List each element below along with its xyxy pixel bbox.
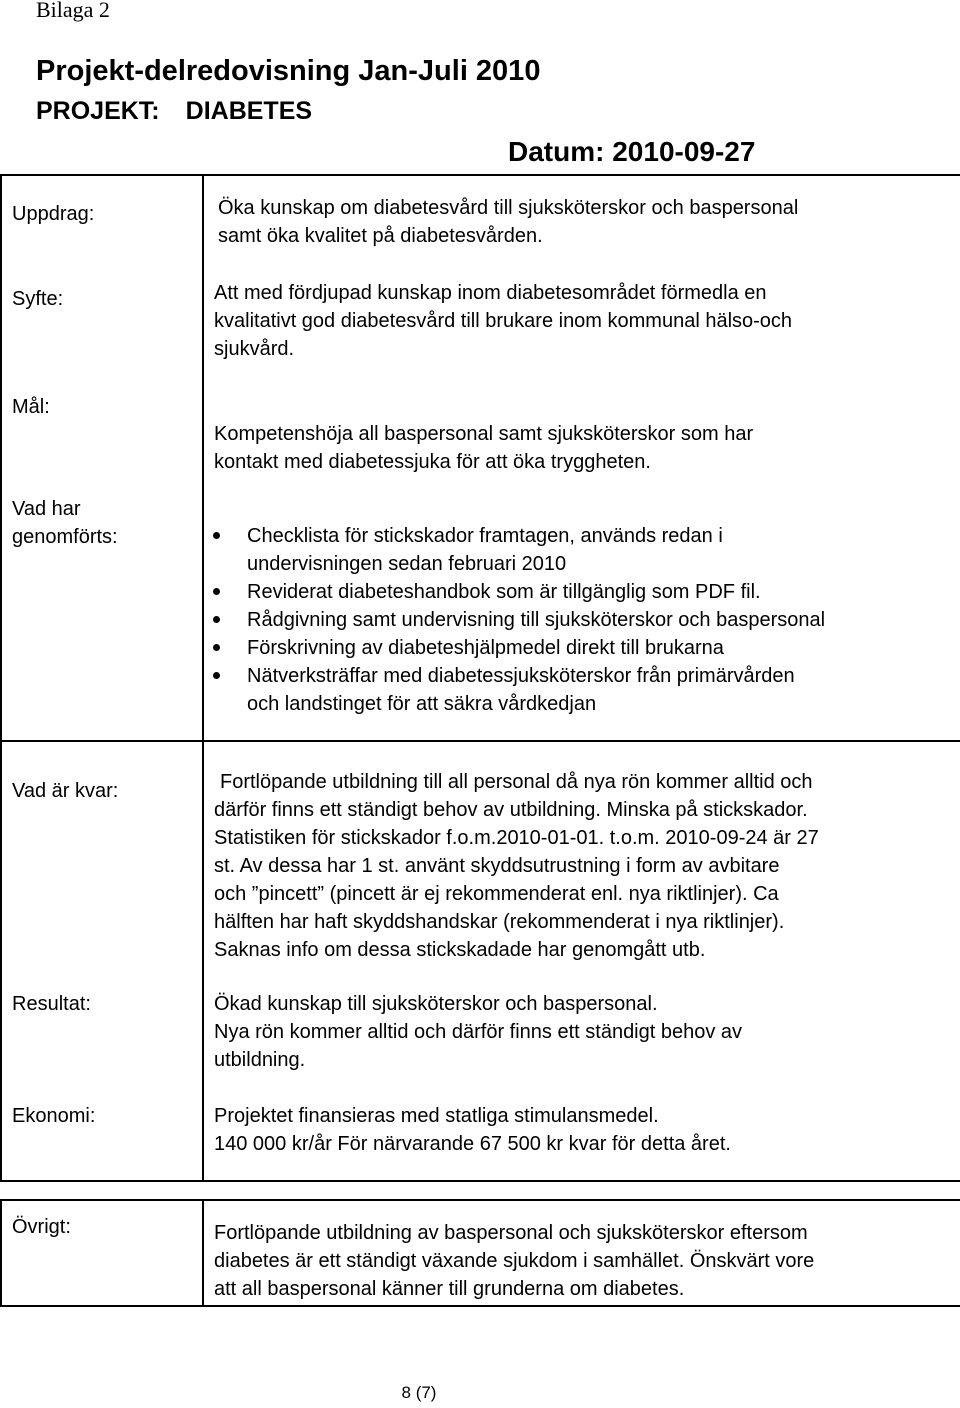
kvar-line: Statistiken för stickskador f.o.m.2010-01-01. t.o.m. 2010-09-24 är 27 xyxy=(214,827,819,849)
bullet-icon xyxy=(213,532,220,539)
ovrigt-line: diabetes är ett ständigt växande sjukdom i samhället. Önskvärt vore xyxy=(214,1250,815,1272)
syfte-line: Att med fördjupad kunskap inom diabetesområdet förmedla en xyxy=(214,282,767,304)
bullet-icon xyxy=(213,588,220,595)
appendix-label: Bilaga 2 xyxy=(36,0,110,22)
list-item: Nätverksträffar med diabetessjuksköterskor från primärvården och landstinget för att säkra vårdkedjan xyxy=(213,662,953,718)
ovrigt-line: att all baspersonal känner till grunderna om diabetes. xyxy=(214,1278,685,1300)
ekonomi-line: 140 000 kr/år För närvarande 67 500 kr kvar för detta året. xyxy=(214,1133,731,1155)
resultat-text xyxy=(214,990,742,1074)
syfte-line: kvalitativt god diabetesvård till brukare inom kommunal hälso-och xyxy=(214,310,793,332)
kvar-line: st. Av dessa har 1 st. använt skyddsutrustning i form av avbitare xyxy=(214,855,780,877)
kvar-line: hälften har haft skyddshandskar (rekommenderat i nya riktlinjer). xyxy=(214,911,785,933)
syfte-label: Syfte: xyxy=(12,288,64,310)
bullet-icon xyxy=(213,616,220,623)
ovrigt-line: Fortlöpande utbildning av baspersonal och sjuksköterskor eftersom xyxy=(214,1222,808,1244)
project-line xyxy=(36,97,312,126)
document-date: Datum: 2010-09-27 xyxy=(508,136,756,167)
kvar-line: Fortlöpande utbildning till all personal då nya rön kommer alltid och xyxy=(220,771,813,793)
syfte-line: sjukvård. xyxy=(214,338,295,360)
column-divider xyxy=(202,1199,204,1307)
resultat-line: utbildning. xyxy=(214,1049,306,1071)
uppdrag-line: samt öka kvalitet på diabetesvården. xyxy=(218,225,543,247)
mal-line: kontakt med diabetessjuka för att öka tryggheten. xyxy=(214,451,651,473)
resultat-line: Ökad kunskap till sjuksköterskor och baspersonal. xyxy=(214,993,658,1015)
kvar-line: Saknas info om dessa stickskadade har genomgått utb. xyxy=(214,939,706,961)
ekonomi-line: Projektet finansieras med statliga stimulansmedel. xyxy=(214,1105,659,1127)
uppdrag-label: Uppdrag: xyxy=(12,203,95,225)
kvar-text xyxy=(214,768,819,964)
page-number: 8 (7) xyxy=(401,1383,437,1402)
ekonomi-text xyxy=(214,1102,731,1158)
document-title: Projekt-delredovisning Jan-Juli 2010 xyxy=(36,55,541,87)
list-item: Checklista för stickskador framtagen, används redan i undervisningen sedan februari 2010 xyxy=(213,522,953,578)
bullet-icon xyxy=(213,644,220,651)
kvar-line: och ”pincett” (pincett är ej rekommenderat enl. nya riktlinjer). Ca xyxy=(214,883,779,905)
uppdrag-line: Öka kunskap om diabetesvård till sjuksköterskor och baspersonal xyxy=(218,197,799,219)
resultat-line: Nya rön kommer alltid och därför finns ett ständigt behov av xyxy=(214,1021,743,1043)
ovrigt-text xyxy=(214,1219,814,1303)
list-item: Rådgivning samt undervisning till sjuksköterskor och baspersonal xyxy=(213,606,953,634)
project-name: DIABETES xyxy=(185,97,313,125)
genomfort-list xyxy=(213,522,953,718)
column-divider xyxy=(202,174,204,742)
project-label: PROJEKT: xyxy=(36,97,160,125)
column-divider xyxy=(202,742,204,1182)
bullet-icon xyxy=(213,672,220,679)
syfte-text xyxy=(214,279,792,363)
ovrigt-label: Övrigt: xyxy=(12,1216,71,1238)
list-item: Reviderat diabeteshandbok som är tillgänglig som PDF fil. xyxy=(213,578,953,606)
mal-line: Kompetenshöja all baspersonal samt sjuksköterskor som har xyxy=(214,423,754,445)
list-item: Förskrivning av diabeteshjälpmedel direkt till brukarna xyxy=(213,634,953,662)
mal-text xyxy=(214,420,753,476)
kvar-label: Vad är kvar: xyxy=(12,780,119,802)
ekonomi-label: Ekonomi: xyxy=(12,1105,96,1127)
resultat-label: Resultat: xyxy=(12,993,91,1015)
genomfort-label: Vad har genomförts: xyxy=(12,498,118,548)
mal-label: Mål: xyxy=(12,396,50,418)
kvar-line: därför finns ett ständigt behov av utbildning. Minska på stickskador. xyxy=(214,799,808,821)
uppdrag-text xyxy=(218,194,798,250)
